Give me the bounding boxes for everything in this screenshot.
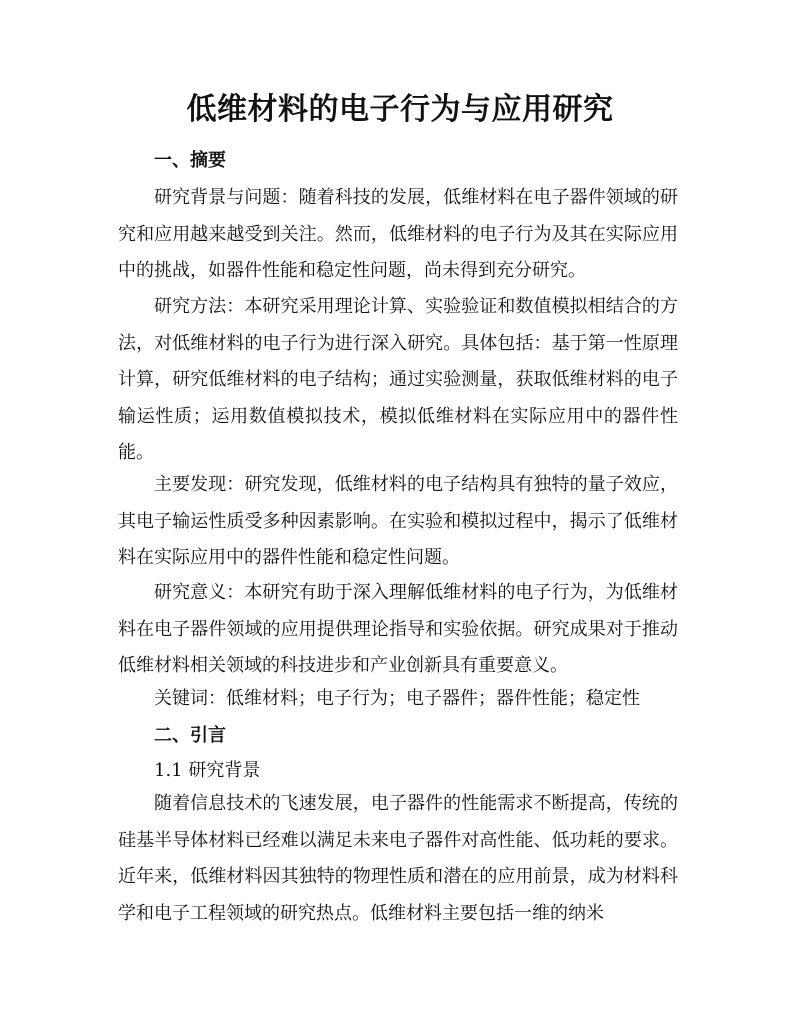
section-heading-abstract: 一、摘要 — [154, 150, 226, 171]
document-title: 低维材料的电子行为与应用研究 — [186, 92, 614, 127]
abstract-background-paragraph: 研究背景与问题：随着科技的发展，低维材料在电子器件领域的研究和应用越来越受到关注。然而，低维材料的电子行为及其在实际应用中的挑战，如器件性能和稳定性问题，尚未得到充分研究。 — [118, 187, 678, 281]
introduction-paragraph: 随着信息技术的飞速发展，电子器件的性能需求不断提高，传统的硅基半导体材料已经难以满足未来电子器件对高性能、低功耗的要求。近年来，低维材料因其独特的物理性质和潜在的应用前景，成为材料科学和电子工程领域的研究热点。低维材料主要包括一维的纳米 — [118, 793, 678, 924]
abstract-significance-paragraph: 研究意义：本研究有助于深入理解低维材料的电子行为，为低维材料在电子器件领域的应用提供理论指导和实验依据。研究成果对于推动低维材料相关领域的科技进步和产业创新具有重要意义。 — [118, 582, 678, 676]
keywords-line: 关键词：低维材料；电子行为；电子器件；器件性能；稳定性 — [154, 688, 640, 709]
section-heading-introduction: 二、引言 — [154, 725, 226, 746]
abstract-findings-paragraph: 主要发现：研究发现，低维材料的电子结构具有独特的量子效应，其电子输运性质受多种因素影响。在实验和模拟过程中，揭示了低维材料在实际应用中的器件性能和稳定性问题。 — [118, 474, 678, 568]
subsection-heading-background: 1.1 研究背景 — [154, 760, 261, 781]
abstract-methods-paragraph: 研究方法：本研究采用理论计算、实验验证和数值模拟相结合的方法，对低维材料的电子行为进行深入研究。具体包括：基于第一性原理计算，研究低维材料的电子结构；通过实验测量，获取低维材料的电子输运性质；运用数值模拟技术，模拟低维材料在实际应用中的器件性能。 — [118, 296, 678, 463]
